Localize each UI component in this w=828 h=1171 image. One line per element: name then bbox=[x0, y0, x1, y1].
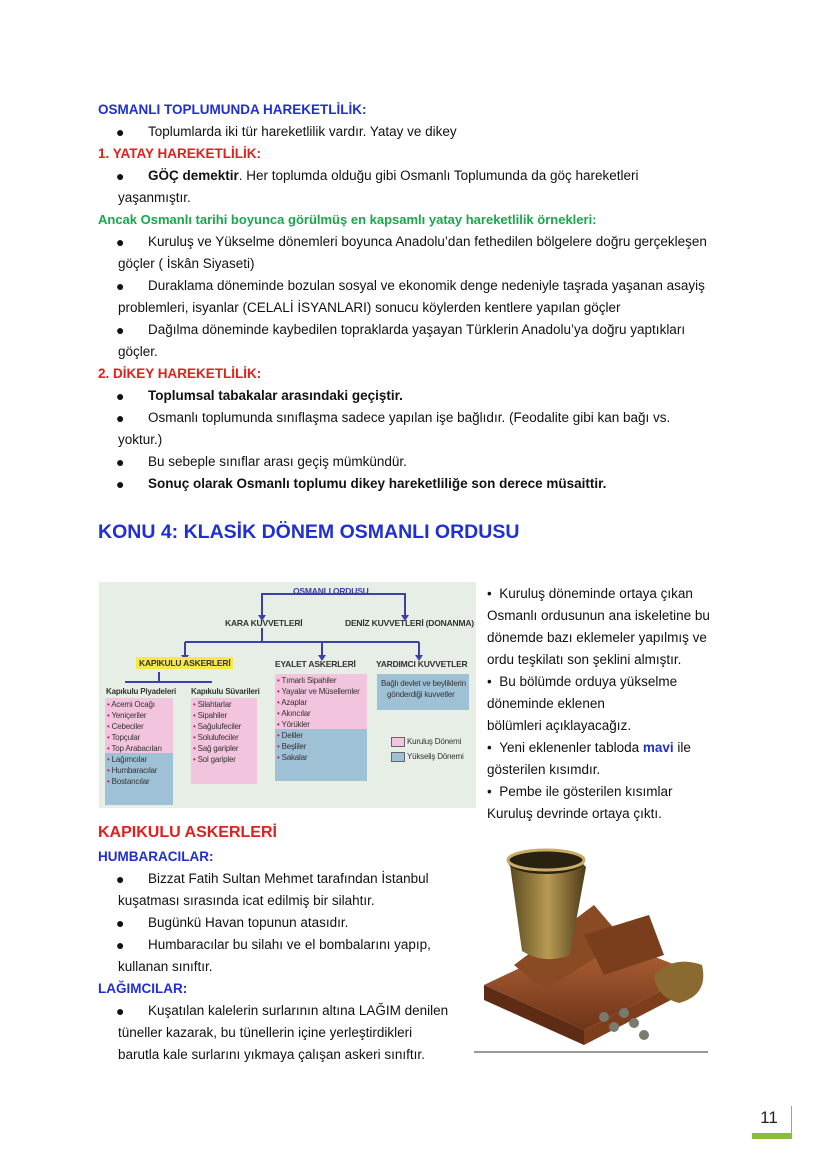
list-item: ● Duraklama döneminde bozulan sosyal ve ekonomik denge nedeniyle taşrada yaşanan asayiş bbox=[116, 278, 705, 294]
yardimci-text: Bağlı devlet ve beyliklerin gönderdiği kuvvetler bbox=[381, 679, 466, 699]
list-item: • Sol garipler bbox=[193, 755, 236, 764]
list-item: • Beşliler bbox=[277, 742, 307, 751]
list-item: • Silahtarlar bbox=[193, 700, 232, 709]
mortar-illustration bbox=[474, 845, 712, 1055]
kapikulu-section: KAPIKULU ASKERLERİ HUMBARACILAR: ● Bizzat Fatih Sultan Mehmet tarafından İstanbul kuşatması sırasında icat edilmiş bir silahtır. ● Bugünkü Havan topunun atasıdır. ● Humbaracılar bu silahı ve el bombalarını yapıp, kullanan sınıftır. LAĞIMCILAR: ● Kuşatılan kalelerin surlarının altına LAĞIM denilen tüneller kazarak, bu tünellerin içine yerleştirdikleri barutla kale surlarını yıkmaya çalışan askeri sınıftır. bbox=[98, 820, 468, 1066]
list-item: ● Kuruluş ve Yükselme dönemleri boyunca Anadolu’dan fethedilen bölgelere doğru gerçekleşen bbox=[116, 234, 707, 250]
list-item: ● Toplumlarda iki tür hareketlilik vardır. Yatay ve dikey bbox=[116, 124, 457, 140]
list-item: ● Osmanlı toplumunda sınıflaşma sadece yapılan işe bağlıdır. (Feodalite gibi kan bağı vs. bbox=[116, 410, 671, 426]
list-item: • Solulufeciler bbox=[193, 733, 239, 742]
list-item: ● Humbaracılar bu silahı ve el bombalarını yapıp, bbox=[116, 937, 431, 953]
green-subtitle: Ancak Osmanlı tarihi boyunca görülmüş en kapsamlı yatay hareketlilik örnekleri: bbox=[98, 212, 597, 227]
section-title: OSMANLI TOPLUMUNDA HAREKETLİLİK: bbox=[98, 102, 367, 117]
page-number: 11 bbox=[760, 1108, 778, 1127]
list-item: • Akıncılar bbox=[277, 709, 311, 718]
lagimcilar-title: LAĞIMCILAR: bbox=[98, 981, 188, 996]
list-item: ● Kuşatılan kalelerin surlarının altına LAĞIM denilen bbox=[116, 1003, 449, 1019]
list-item: • Humbaracılar bbox=[107, 766, 158, 775]
list-item: • Sağulufeciler bbox=[193, 722, 242, 731]
list-item: ● Toplumsal tabakalar arasındaki geçiştir. bbox=[116, 388, 403, 404]
list-item: • Tımarlı Sipahiler bbox=[277, 676, 337, 685]
hareketlilik-section bbox=[98, 99, 738, 495]
chart-root-label: OSMANLI ORDUSU bbox=[293, 586, 369, 596]
list-item: • Top Arabacıları bbox=[107, 744, 162, 753]
kapikulu-title: KAPIKULU ASKERLERİ bbox=[98, 824, 277, 841]
dikey-title: 2. DİKEY HAREKETLİLİK: bbox=[98, 366, 262, 381]
list-item: • Deliler bbox=[277, 731, 303, 740]
list-item: ● GÖÇ demektir. Her toplumda olduğu gibi Osmanlı Toplumunda da göç hareketleri bbox=[116, 168, 639, 184]
army-org-chart bbox=[99, 582, 476, 808]
yardimci-label: YARDIMCI KUVVETLER bbox=[376, 659, 468, 669]
side-notes: • Kuruluş döneminde ortaya çıkan Osmanlı ordusunun ana iskeletine bu dönemde bazı eklemeler yapılmış ve ordu teşkilatı son şeklini almıştır. • Bu bölümde orduya yükselme döneminde eklenen bölümleri açıklayacağız. • Yeni eklenenler tabloda mavi ile gösterilen kısımdır. • Pembe ile gösterilen kısımlar Kuruluş devrinde ortaya çıktı. bbox=[487, 583, 737, 825]
list-item: • Acemi Ocağı bbox=[107, 700, 155, 709]
eyalet-label: EYALET ASKERLERİ bbox=[275, 659, 356, 669]
page-number-divider bbox=[791, 1106, 792, 1134]
list-item: • Pembe ile gösterilen kısımlar bbox=[487, 784, 673, 799]
list-item: • Sağ garipler bbox=[193, 744, 239, 753]
yatay-title: 1. YATAY HAREKETLİLİK: bbox=[98, 146, 262, 161]
kara-label: KARA KUVVETLERİ bbox=[225, 618, 303, 628]
list-item: • Sipahiler bbox=[193, 711, 227, 720]
list-item-cont: yoktur.) bbox=[118, 432, 163, 447]
legend-pink-label: Kuruluş Dönemi bbox=[407, 737, 462, 746]
list-item: • Bu bölümde orduya yükselme bbox=[487, 674, 678, 689]
suvari-list bbox=[193, 699, 241, 765]
legend-pink-swatch bbox=[391, 737, 405, 747]
list-item: ● Bugünkü Havan topunun atasıdır. bbox=[116, 915, 349, 931]
list-item: ● Bu sebeple sınıflar arası geçiş mümkündür. bbox=[116, 454, 407, 470]
list-item: ● Bizzat Fatih Sultan Mehmet tarafından İstanbul bbox=[116, 871, 429, 887]
list-item: • Lağımcılar bbox=[107, 755, 147, 764]
list-item: • Bostancılar bbox=[107, 777, 150, 786]
legend-blue-label: Yükseliş Dönemi bbox=[407, 752, 464, 761]
list-item: • Topçular bbox=[107, 733, 141, 742]
deniz-label: DENİZ KUVVETLERİ (DONANMA) bbox=[345, 618, 474, 628]
list-item: • Yeni eklenenler tabloda mavi ile bbox=[487, 740, 691, 755]
list-item-cont: yaşanmıştır. bbox=[118, 190, 191, 205]
eyalet-list bbox=[277, 675, 360, 763]
list-item: • Sakalar bbox=[277, 753, 308, 762]
humbaracilar-title: HUMBARACILAR: bbox=[98, 849, 214, 864]
list-item-cont: göçler ( İskân Siyaseti) bbox=[118, 256, 255, 271]
list-item: ● Dağılma döneminde kaybedilen topraklarda yaşayan Türklerin Anadolu’ya doğru yaptıkları bbox=[116, 322, 686, 338]
legend-blue-swatch bbox=[391, 752, 405, 762]
list-item: • Yeniçeriler bbox=[107, 711, 147, 720]
page-number-bar bbox=[752, 1133, 792, 1139]
list-item-cont: problemleri, isyanlar (CELALİ İSYANLARI) sonucu köylerden kentlere yapılan göçler bbox=[118, 300, 621, 315]
list-item-cont: göçler. bbox=[118, 344, 158, 359]
list-item: • Cebeciler bbox=[107, 722, 144, 731]
kapikulu-label: KAPIKULU ASKERLERİ bbox=[136, 657, 233, 669]
list-item: • Yörükler bbox=[277, 720, 310, 729]
list-item: • Kuruluş döneminde ortaya çıkan bbox=[487, 586, 693, 601]
list-item: • Azaplar bbox=[277, 698, 307, 707]
konu-title: KONU 4: KLASİK DÖNEM OSMANLI ORDUSU bbox=[98, 521, 520, 543]
list-item: • Yayalar ve Müsellemler bbox=[277, 687, 360, 696]
suvari-title: Kapıkulu Süvarileri bbox=[191, 687, 260, 696]
piyade-pink-list bbox=[107, 699, 162, 787]
list-item: ● Sonuç olarak Osmanlı toplumu dikey hareketliliğe son derece müsaittir. bbox=[116, 476, 607, 492]
piyade-title: Kapıkulu Piyadeleri bbox=[106, 687, 177, 696]
